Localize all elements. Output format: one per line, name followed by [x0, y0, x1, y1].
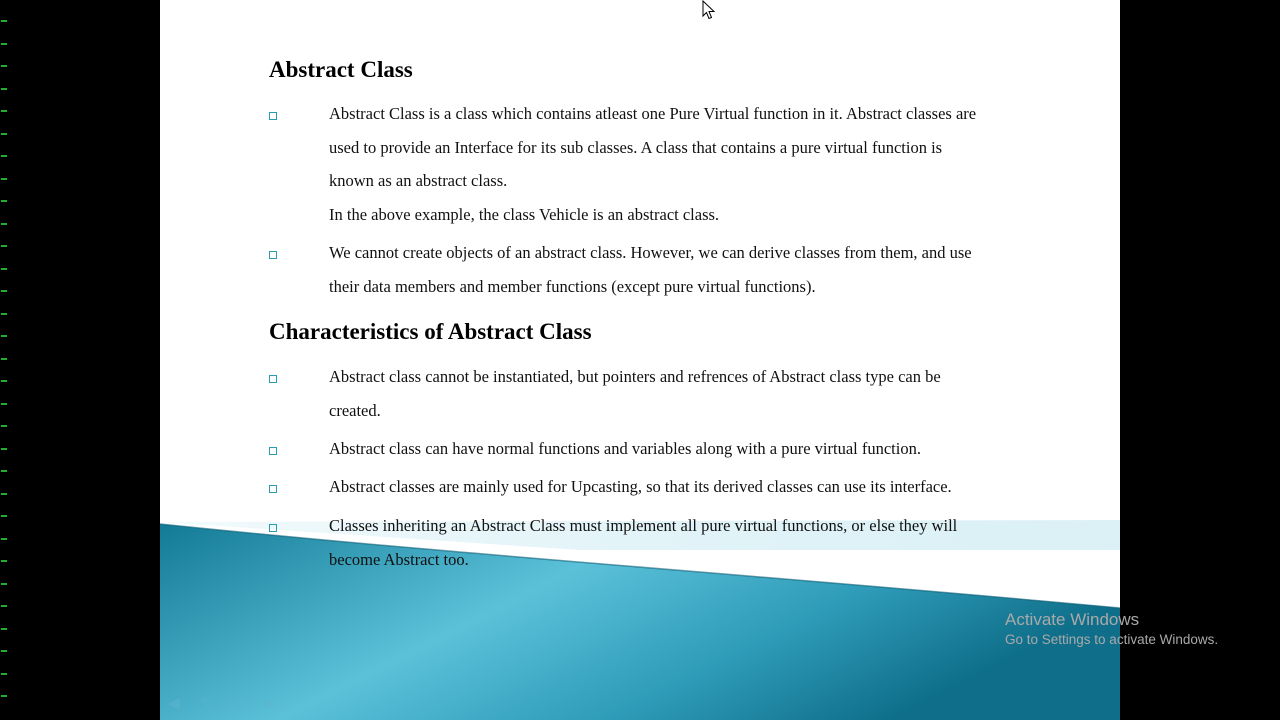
- text-line: become Abstract too.: [329, 549, 469, 569]
- green-tick-mark: [1, 268, 7, 270]
- green-tick-mark: [1, 493, 7, 495]
- text-line: Abstract classes are mainly used for Upcasting, so that its derived classes can use its interface.: [329, 477, 952, 496]
- mouse-pointer-icon: [702, 0, 716, 20]
- green-tick-mark: [1, 290, 7, 292]
- text-line: their data members and member functions (except pure virtual functions).: [329, 276, 816, 296]
- green-tick-mark: [1, 65, 7, 67]
- left-edge-strip: [0, 0, 160, 720]
- text-line: Abstract Class is a class which contains atleast one Pure Virtual function in it. Abstract classes are: [329, 104, 977, 123]
- green-tick-mark: [1, 200, 7, 202]
- green-tick-mark: [1, 178, 7, 180]
- green-tick-mark: [1, 20, 7, 22]
- text-line: created.: [329, 400, 381, 420]
- bullet-text-upcasting: [329, 470, 1069, 504]
- text-line: Abstract class cannot be instantiated, but pointers and refrences of Abstract class type can be: [329, 367, 941, 386]
- activate-windows-watermark: [1005, 610, 1218, 647]
- green-tick-mark: [1, 155, 7, 157]
- bullet-square-icon: [269, 485, 277, 493]
- green-tick-mark: [1, 335, 7, 337]
- bullet-square-icon: [269, 375, 277, 383]
- green-tick-mark: [1, 560, 7, 562]
- green-tick-mark: [1, 605, 7, 607]
- green-tick-mark: [1, 538, 7, 540]
- green-tick-mark: [1, 583, 7, 585]
- bullet-text-normal-functions: [329, 432, 1069, 466]
- green-tick-mark: [1, 628, 7, 630]
- bullet-text-inheriting: [329, 509, 1069, 576]
- green-tick-mark: [1, 515, 7, 517]
- bullet-square-icon: [269, 251, 277, 259]
- green-tick-mark: [1, 403, 7, 405]
- green-tick-mark: [1, 650, 7, 652]
- green-tick-mark: [1, 245, 7, 247]
- green-tick-mark: [1, 448, 7, 450]
- green-tick-mark: [1, 223, 7, 225]
- bullet-square-icon: [269, 112, 277, 120]
- activate-windows-title: Activate Windows: [1005, 610, 1140, 629]
- activate-windows-subtitle: Go to Settings to activate Windows.: [1005, 632, 1219, 647]
- bullet-square-icon: [269, 524, 277, 532]
- green-tick-mark: [1, 695, 7, 697]
- green-tick-mark: [1, 470, 7, 472]
- heading-abstract-class: Abstract Class: [269, 57, 413, 82]
- green-tick-mark: [1, 88, 7, 90]
- text-line: We cannot create objects of an abstract class. However, we can derive classes from them, and use: [329, 243, 972, 262]
- bullet-text-no-objects: [329, 236, 1069, 303]
- text-line: Classes inheriting an Abstract Class must implement all pure virtual functions, or else they will: [329, 516, 958, 535]
- heading-characteristics: Characteristics of Abstract Class: [269, 319, 592, 344]
- bullet-text-definition: [329, 97, 1069, 231]
- previous-arrow-icon[interactable]: ◀: [168, 696, 180, 712]
- green-tick-mark: [1, 380, 7, 382]
- next-arrow-icon[interactable]: ▶: [264, 696, 276, 712]
- bullet-text-instantiation: [329, 360, 1069, 427]
- slide-menu-icon[interactable]: ▭: [232, 696, 247, 712]
- bullet-square-icon: [269, 447, 277, 455]
- presentation-slide: [160, 0, 1120, 720]
- green-tick-mark: [1, 110, 7, 112]
- text-line: used to provide an Interface for its sub classes. A class that contains a pure virtual function is: [329, 137, 943, 157]
- green-tick-mark: [1, 358, 7, 360]
- text-line: In the above example, the class Vehicle is an abstract class.: [329, 204, 720, 224]
- green-tick-mark: [1, 133, 7, 135]
- text-line: Abstract class can have normal functions and variables along with a pure virtual function.: [329, 439, 921, 458]
- pen-icon[interactable]: ✎: [200, 696, 213, 712]
- green-tick-mark: [1, 425, 7, 427]
- text-line: known as an abstract class.: [329, 171, 508, 190]
- green-tick-mark: [1, 43, 7, 45]
- green-tick-mark: [1, 673, 7, 675]
- green-tick-mark: [1, 313, 7, 315]
